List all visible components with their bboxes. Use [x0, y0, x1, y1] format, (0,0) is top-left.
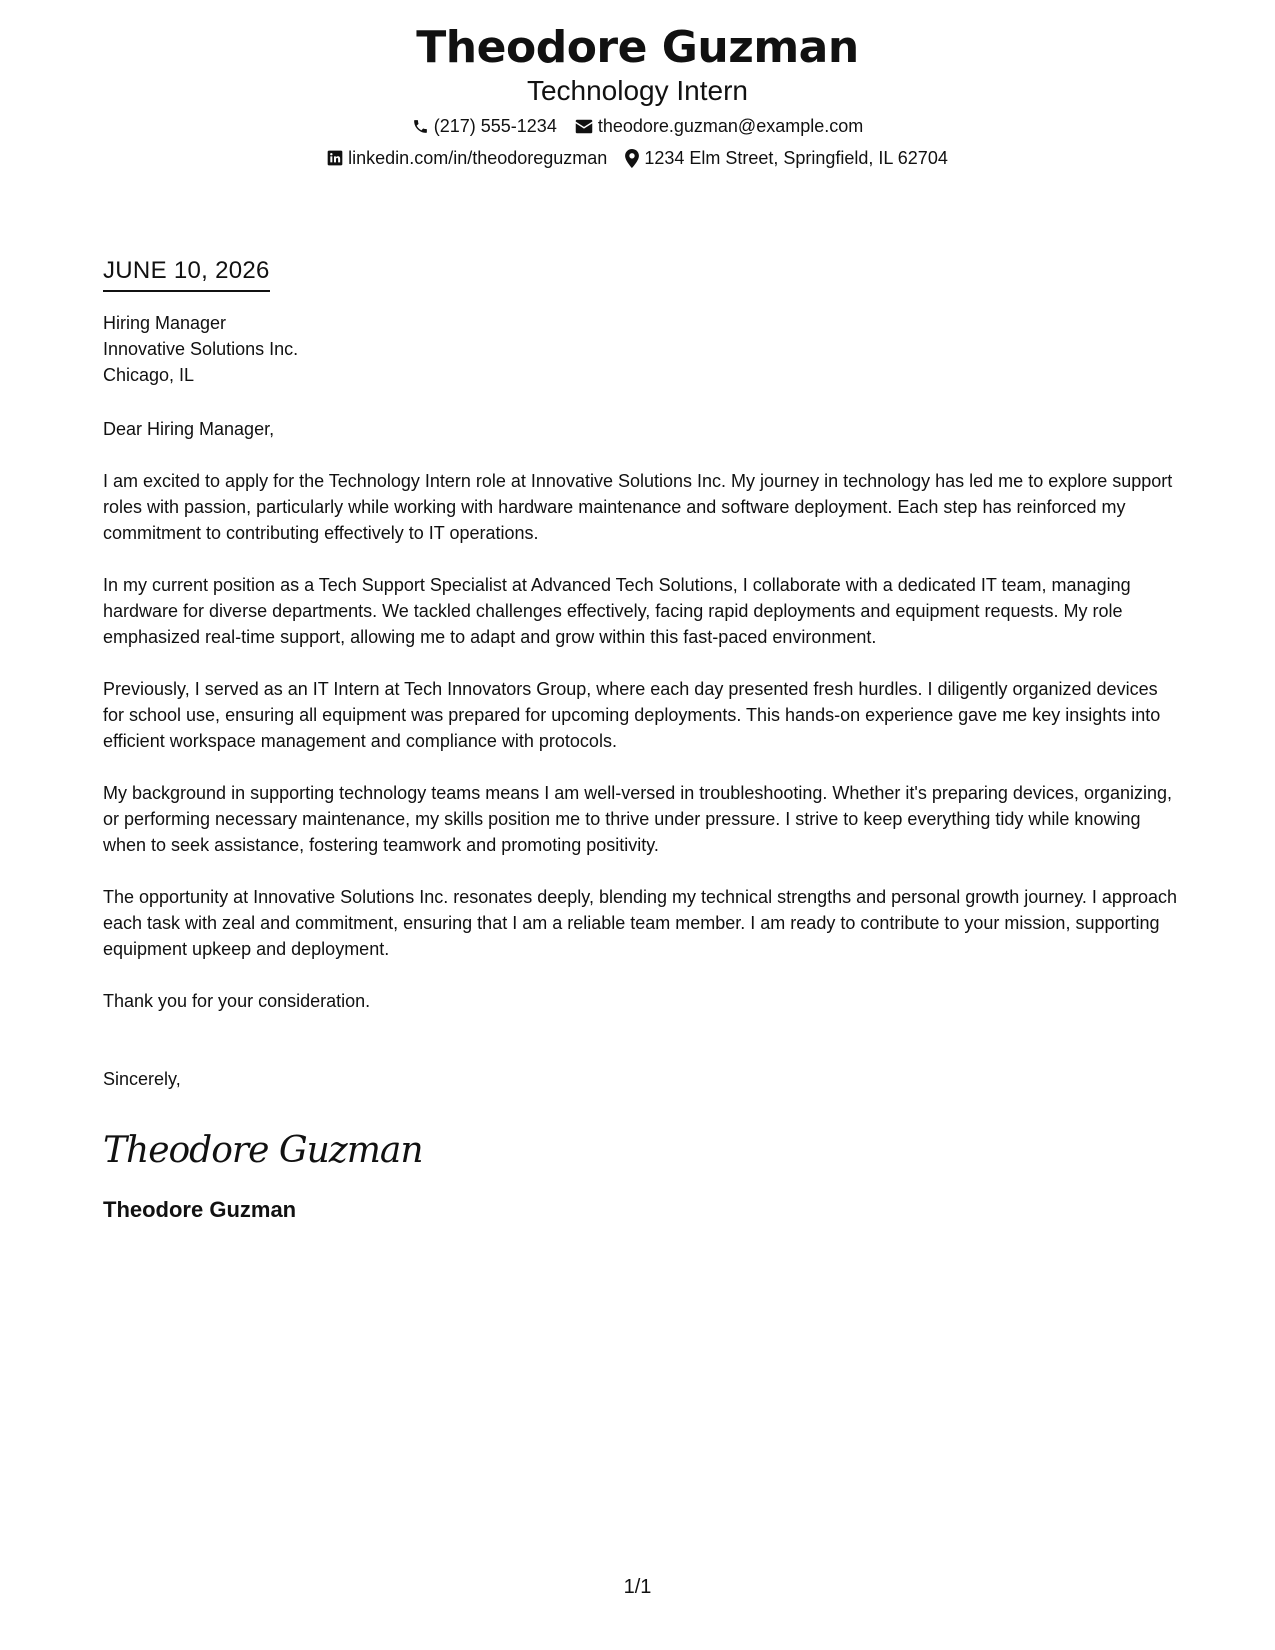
phone-text: (217) 555-1234	[433, 116, 557, 136]
contact-phone	[412, 114, 557, 138]
closing-line: Thank you for your consideration.	[103, 991, 371, 1011]
body-paragraph: My background in supporting technology teams means I am well-versed in troubleshooting. Whether it's preparing devices, organizing, or performing necessary maintenance, my skills position me to thrive under pressure. I strive to keep everything tidy while knowing when to seek assistance, fostering teamwork and promoting positivity.	[103, 783, 1172, 855]
envelope-icon	[575, 119, 593, 134]
contact-linkedin	[327, 146, 607, 170]
letter-body	[103, 256, 1183, 1224]
contact-address	[625, 146, 948, 170]
recipient-line: Hiring Manager	[103, 313, 227, 333]
body-paragraph: In my current position as a Tech Support Specialist at Advanced Tech Solutions, I collaborate with a dedicated IT team, managing hardware for diverse departments. We tackled challenges effectively, facing rapid deployments and equipment requests. My role emphasized real-time support, allowing me to adapt and grow within this fast-paced environment.	[103, 575, 1131, 647]
letter-header	[0, 22, 1275, 170]
applicant-role: Technology Intern	[526, 75, 749, 106]
salutation: Dear Hiring Manager,	[103, 419, 275, 439]
recipient-line: Innovative Solutions Inc.	[103, 339, 299, 359]
signature-glyphs: Theodore Guzman	[103, 1130, 423, 1171]
contact-row-primary	[0, 114, 1275, 138]
page-number: 1/1	[623, 1576, 652, 1598]
phone-icon	[412, 118, 429, 135]
signoff: Sincerely,	[103, 1069, 181, 1089]
body-paragraph: I am excited to apply for the Technology Intern role at Innovative Solutions Inc. My journey in technology has led me to explore support roles with passion, particularly while working with hardware maintenance and software deployment. Each step has reinforced my commitment to contributing effectively to IT operations.	[103, 471, 1173, 543]
linkedin-icon	[327, 150, 343, 166]
contact-row-secondary	[0, 146, 1275, 170]
body-paragraph: The opportunity at Innovative Solutions Inc. resonates deeply, blending my technical strengths and personal growth journey. I approach each task with zeal and commitment, ensuring that I am a reliable team member. I am ready to contribute to your mission, supporting equipment upkeep and deployment.	[103, 887, 1177, 959]
address-text: 1234 Elm Street, Springfield, IL 62704	[644, 148, 948, 168]
contact-email	[575, 114, 863, 138]
signer-name: Theodore Guzman	[103, 1197, 297, 1222]
map-pin-icon	[625, 149, 639, 168]
letter-date: JUNE 10, 2026	[103, 256, 270, 292]
handwritten-signature	[103, 1122, 1183, 1178]
linkedin-text: linkedin.com/in/theodoreguzman	[348, 148, 608, 168]
recipient-line: Chicago, IL	[103, 365, 195, 385]
recipient-block	[103, 310, 1183, 388]
applicant-name: Theodore Guzman	[416, 22, 859, 73]
body-paragraph: Previously, I served as an IT Intern at Tech Innovators Group, where each day presented fresh hurdles. I diligently organized devices for school use, ensuring all equipment was prepared for upcoming deployments. This hands-on experience gave me key insights into efficient workspace management and compliance with protocols.	[103, 679, 1161, 751]
email-text: theodore.guzman@example.com	[597, 116, 864, 136]
